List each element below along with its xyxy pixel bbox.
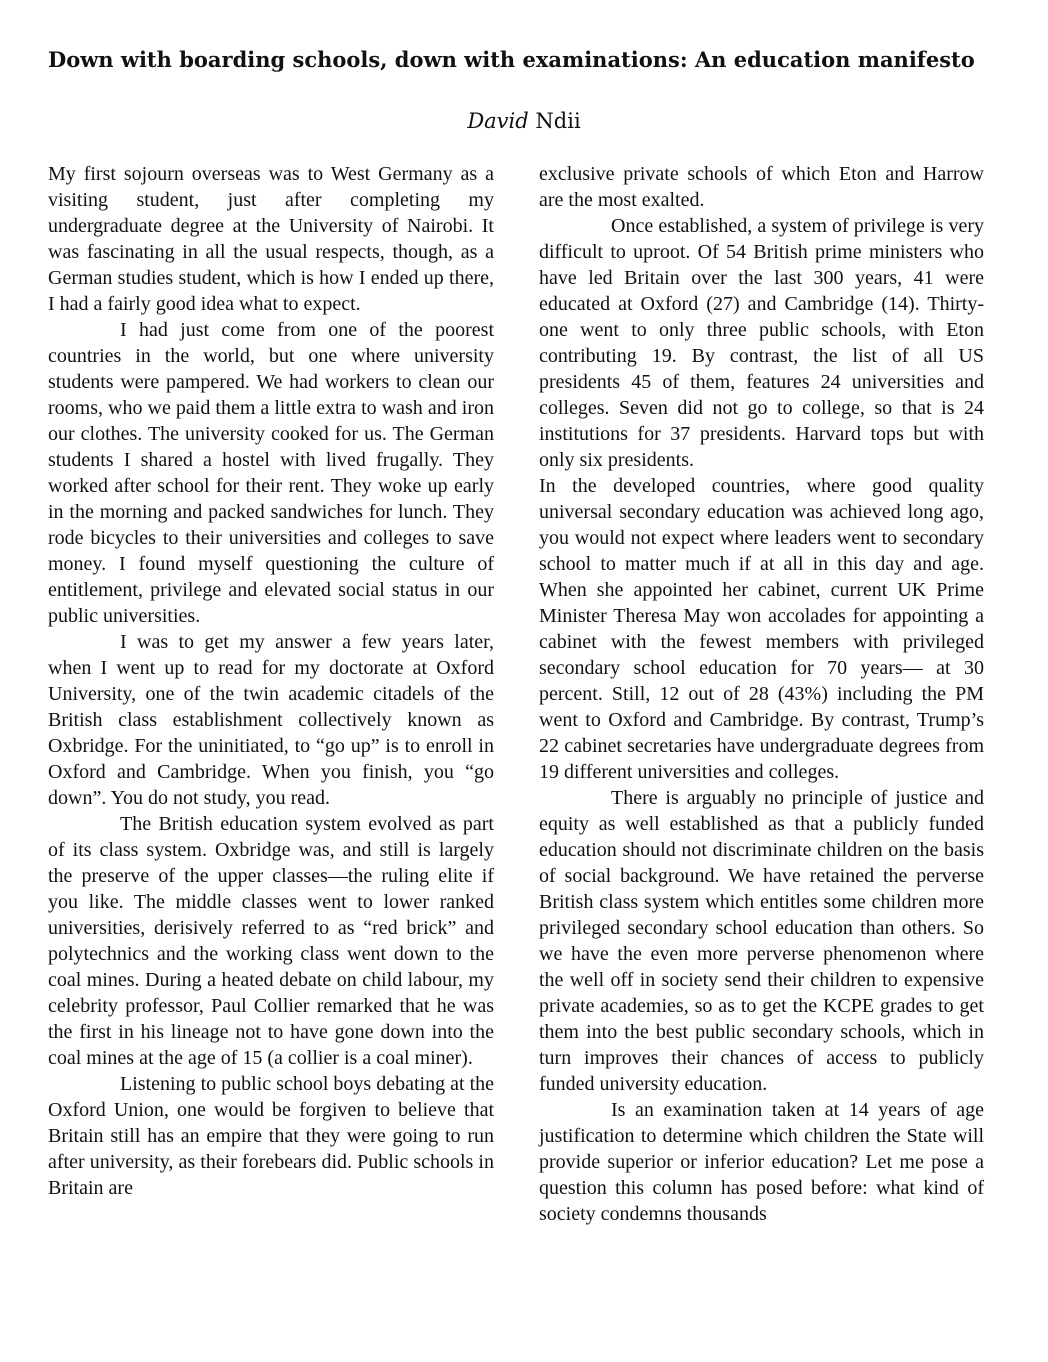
paragraph: Once established, a system of privilege is very difficult to uproot. Of 54 British prime ministers who have led Britain over the last 300 years, 41 were educated at Oxford (27) and Cambridge (14). Thirty-one went to only three public schools, with Eton contributing 19. By contrast, the list of all US presidents 45 of them, features 24 universities and colleges. Seven did not go to college, so that is 24 institutions for 37 presidents. Harvard tops but with only six presidents.: [539, 215, 984, 471]
paragraph: exclusive private schools of which Eton and Harrow are the most exalted.: [539, 163, 984, 211]
paragraph: In the developed countries, where good quality universal secondary education was achieved long ago, you would not expect where leaders went to secondary school to matter much if at all in this day and age. When she appointed her cabinet, current UK Prime Minister Theresa May won accolades for appointing a cabinet with the fewest members with privileged secondary school education for 70 years— at 30 percent. Still, 12 out of 28 (43%) including the PM went to Oxford and Cambridge. By contrast, Trump’s 22 cabinet secretaries have undergraduate degrees from 19 different universities and colleges.: [539, 475, 984, 783]
paragraph: Is an examination taken at 14 years of age justification to determine which children the State will provide superior or inferior education? Let me pose a question this column has posed before: what kind of society condemns thousands: [539, 1099, 984, 1225]
paragraph: I was to get my answer a few years later, when I went up to read for my doctorate at Oxford University, one of the twin academic citadels of the British class establishment collectively known as Oxbridge. For the uninitiated, to “go up” is to enroll in Oxford and Cambridge. When you finish, you “go down”. You do not study, you read.: [48, 631, 494, 809]
paragraph: The British education system evolved as part of its class system. Oxbridge was, and still is largely the preserve of the upper classes—the ruling elite if you like. The middle classes went to lower ranked universities, derisively referred to as “red brick” and polytechnics and the working class went down to the coal mines. During a heated debate on child labour, my celebrity professor, Paul Collier remarked that he was the first in his lineage not to have gone down into the coal mines at the age of 15 (a collier is a coal miner).: [48, 813, 494, 1069]
article-byline: [0, 104, 1048, 138]
paragraph: I had just come from one of the poorest countries in the world, but one where university students were pampered. We had workers to clean our rooms, who we paid them a little extra to wash and iron our clothes. The university cooked for us. The German students I shared a hostel with lived frugally. They worked after school for their rent. They woke up early in the morning and packed sandwiches for lunch. They rode bicycles to their universities and colleges to save money. I found myself questioning the culture of entitlement, privilege and elevated social status in our public universities.: [48, 319, 494, 627]
paragraph: Listening to public school boys debating at the Oxford Union, one would be forgiven to believe that Britain still has an empire that they were going to run after university, as their forebears did. Public schools in Britain are: [48, 1073, 494, 1199]
author-given-name: David: [467, 109, 529, 133]
author-family-name: Ndii: [535, 109, 581, 133]
article-title: Down with boarding schools, down with examinations: An education manifesto: [48, 47, 975, 72]
left-text-column: [48, 161, 494, 1201]
right-text-column: [539, 161, 984, 1227]
paragraph: There is arguably no principle of justice and equity as well established as that a publicly funded education should not discriminate children on the basis of social background. We have retained the perverse British class system which entitles some children more privileged secondary school education than others. So we have the even more perverse phenomenon where the well off in society send their children to expensive private academies, so as to get the KCPE grades to get them into the best public secondary schools, which in turn improves their chances of access to publicly funded university education.: [539, 787, 984, 1095]
paragraph: My first sojourn overseas was to West Germany as a visiting student, just after completing my undergraduate degree at the University of Nairobi. It was fascinating in all the usual respects, though, as a German studies student, which is how I ended up there, I had a fairly good idea what to expect.: [48, 163, 494, 315]
